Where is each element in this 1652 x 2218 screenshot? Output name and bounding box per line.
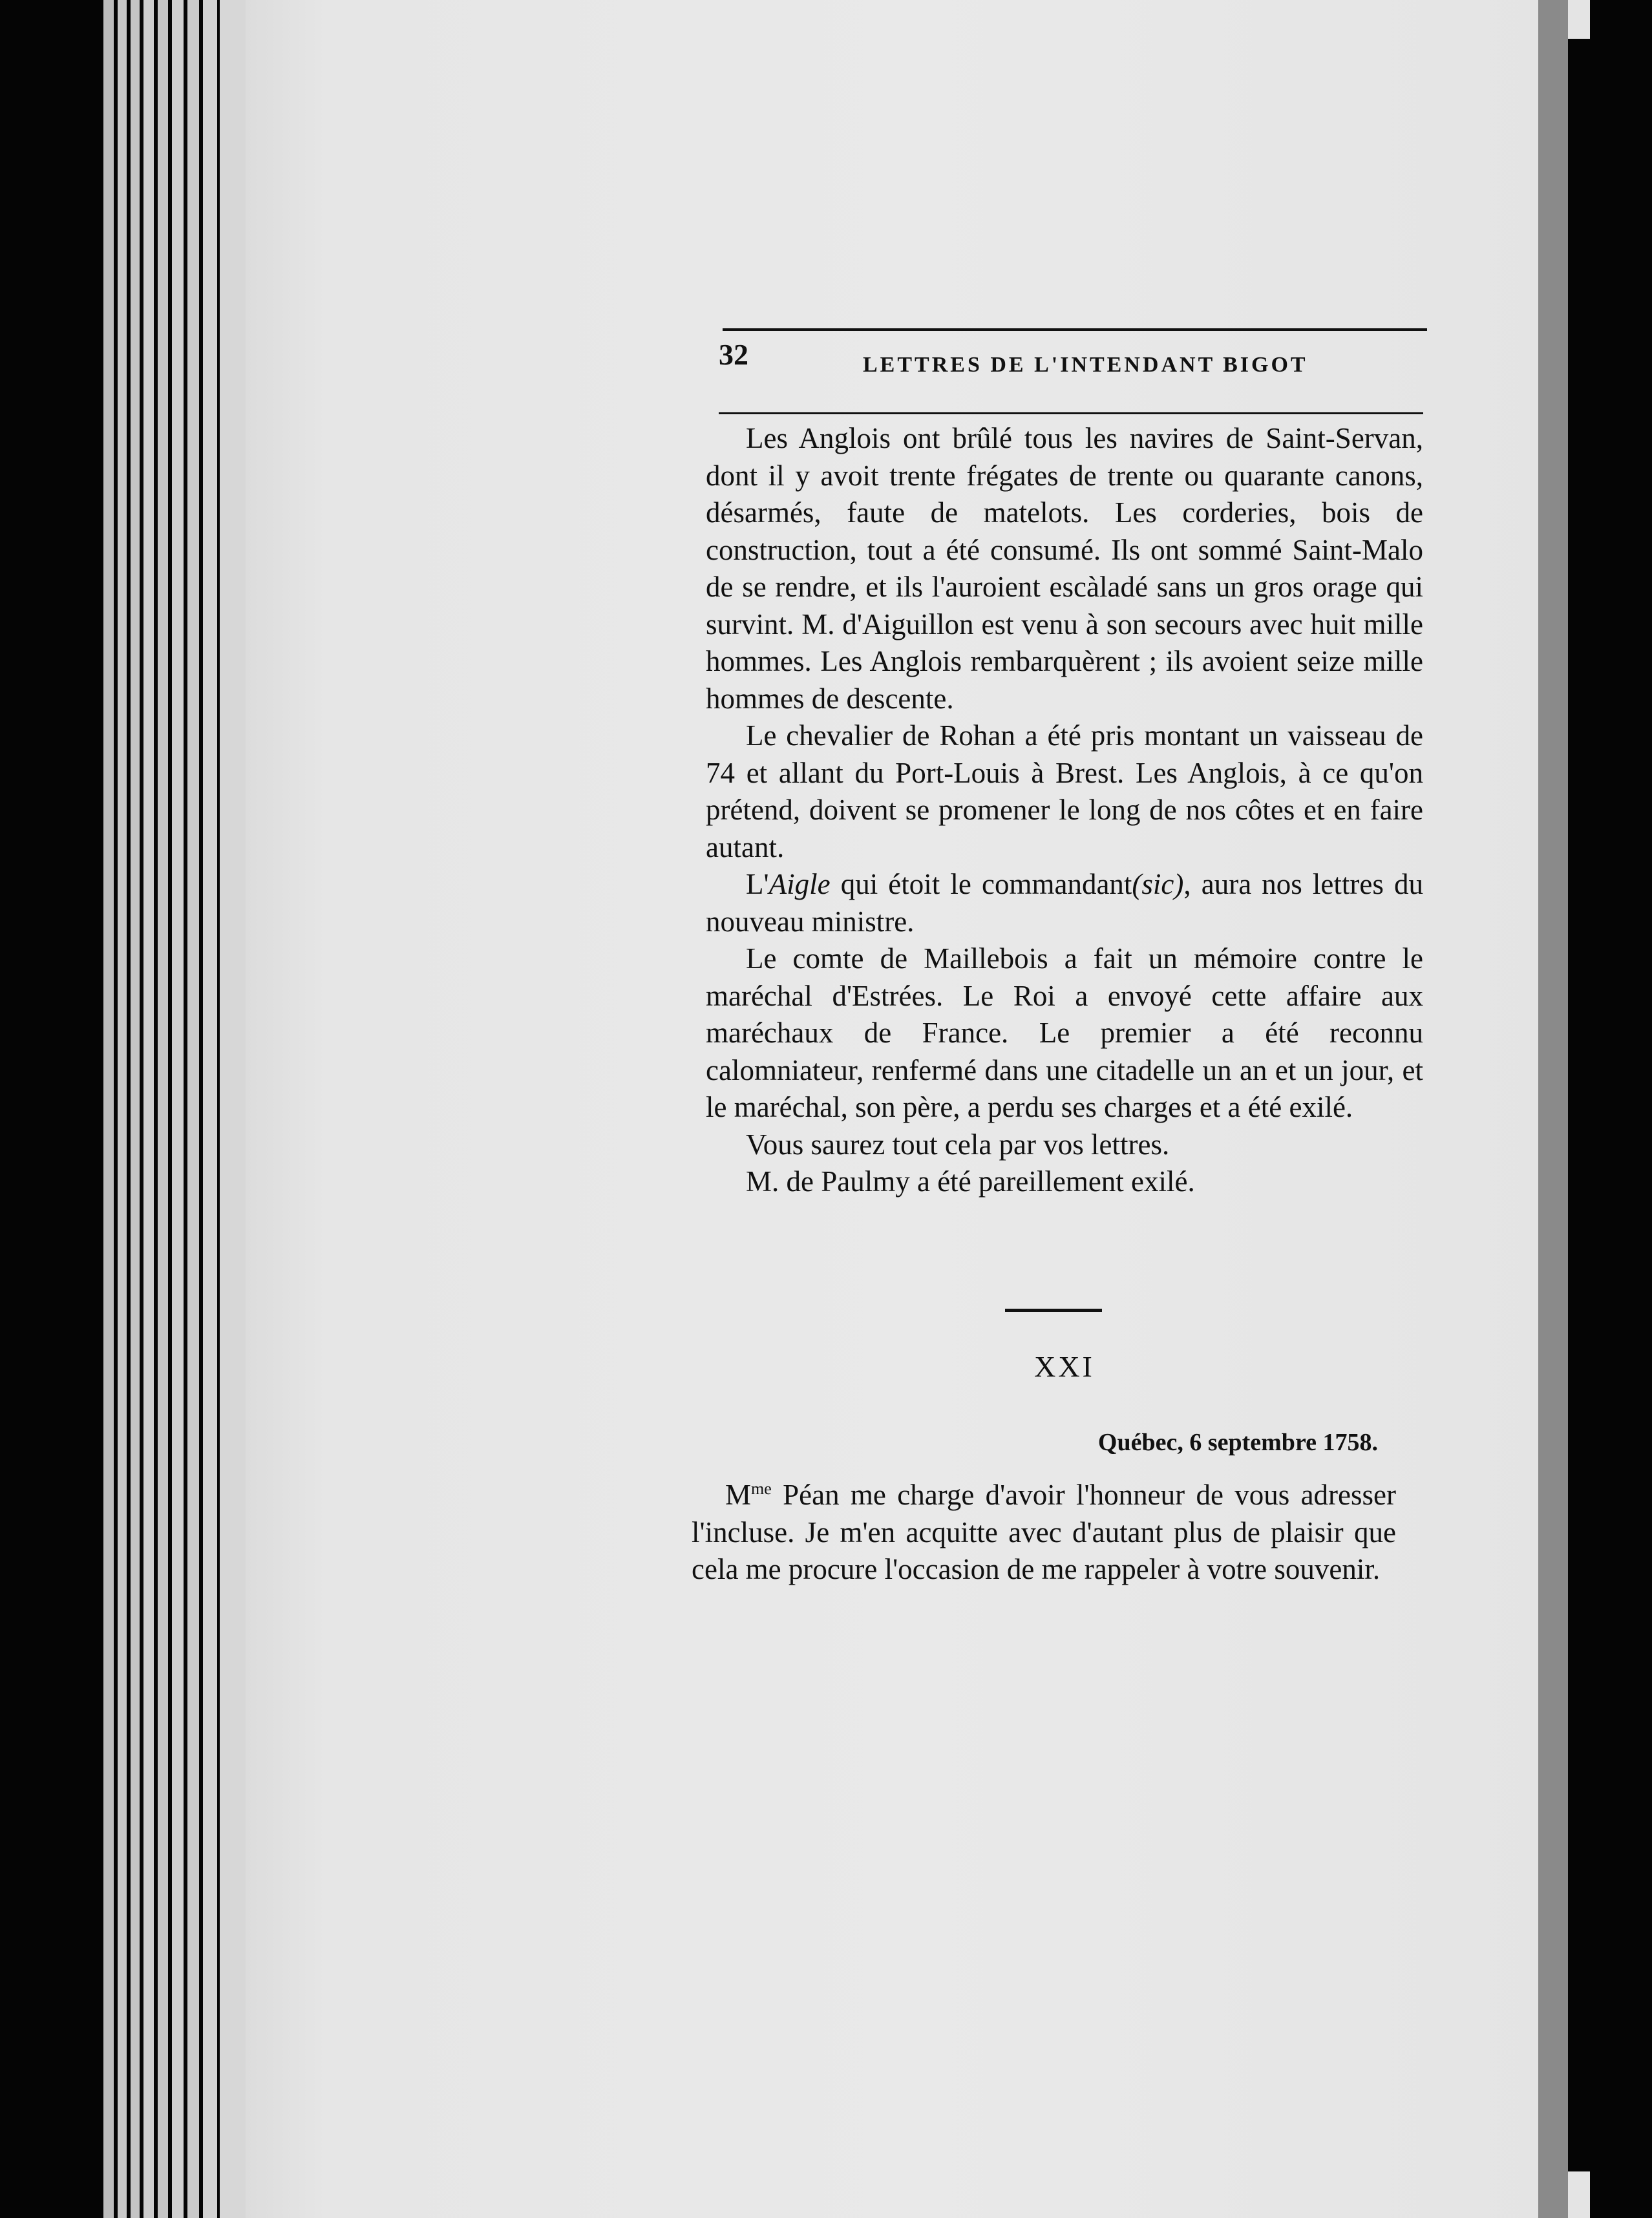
page-edge [220,0,246,2218]
text-run: , aura nos lettres du nouveau ministre. [706,868,1423,938]
section-heading: XXI [1034,1350,1095,1383]
paragraph: Le chevalier de Rohan a été pris montant un vaisseau de 74 et allant du Port-Louis à Brest. Les Anglois, à ce qu'on prétend, doivent se promener le long de nos côtes et en faire autant. [706,719,1423,863]
page-number: 32 [719,338,748,371]
page-edge [103,0,114,2218]
text-run: L' [746,868,769,900]
letter-body: Péan me charge d'avoir l'honneur de vous adresser l'incluse. Je m'en acquitte avec d'autant plus de plaisir que cela me procure l'occasion de me rappeler à votre souvenir. [692,1479,1396,1585]
paragraph: M. de Paulmy a été pareillement exilé. [746,1165,1195,1198]
paragraph: Vous saurez tout cela par vos lettres. [746,1128,1170,1161]
letter-paragraph [692,1470,1396,1589]
page-edge [131,0,140,2218]
page-gutter [1538,0,1568,2218]
page-edge [203,0,217,2218]
page-edge [143,0,154,2218]
paragraph: Le comte de Maillebois a fait un mémoire contre le maréchal d'Estrées. Le Roi a envoyé cette affaire aux maréchaux de France. Le premier a été reconnu calomniateur, renfermé dans une citadelle un an et un jour, et le maréchal, son père, a perdu ses charges et a été exilé. [706,942,1423,1123]
paragraph-aigle [706,866,1423,940]
header-bottom-rule [719,412,1423,414]
page-edge [172,0,184,2218]
salutation-superscript: me [751,1479,772,1498]
header-top-rule [723,328,1427,331]
page-edge [118,0,127,2218]
paragraph: Les Anglois ont brûlé tous les navires de Saint-Servan, dont il y avoit trente frégates de trente ou quarante canons, désarmés, faute de matelots. Les corderies, bois de construction, tout a été consumé. Ils ont sommé Saint-Malo de se rendre, et ils l'auroient escàladé sans un gros orage qui survint. M. d'Aiguillon est venu à son secours avec huit mille hommes. Les Anglois rembarquèrent ; ils avoient seize mille hommes de descente. [706,422,1423,715]
body-text [706,420,1423,1201]
section-separator [1005,1309,1102,1312]
salutation: M [725,1479,752,1511]
sic-note: (sic) [1132,868,1184,900]
letter-text [692,1470,1396,1589]
ship-name: Aigle [768,868,831,900]
dateline: Québec, 6 septembre 1758. [1097,1429,1378,1456]
scan-border [1568,39,1600,2171]
page-edge [158,0,168,2218]
running-head: LETTRES DE L'INTENDANT BIGOT [863,353,1308,377]
page-edge [187,0,199,2218]
text-run: qui étoit le commandant [830,868,1132,900]
